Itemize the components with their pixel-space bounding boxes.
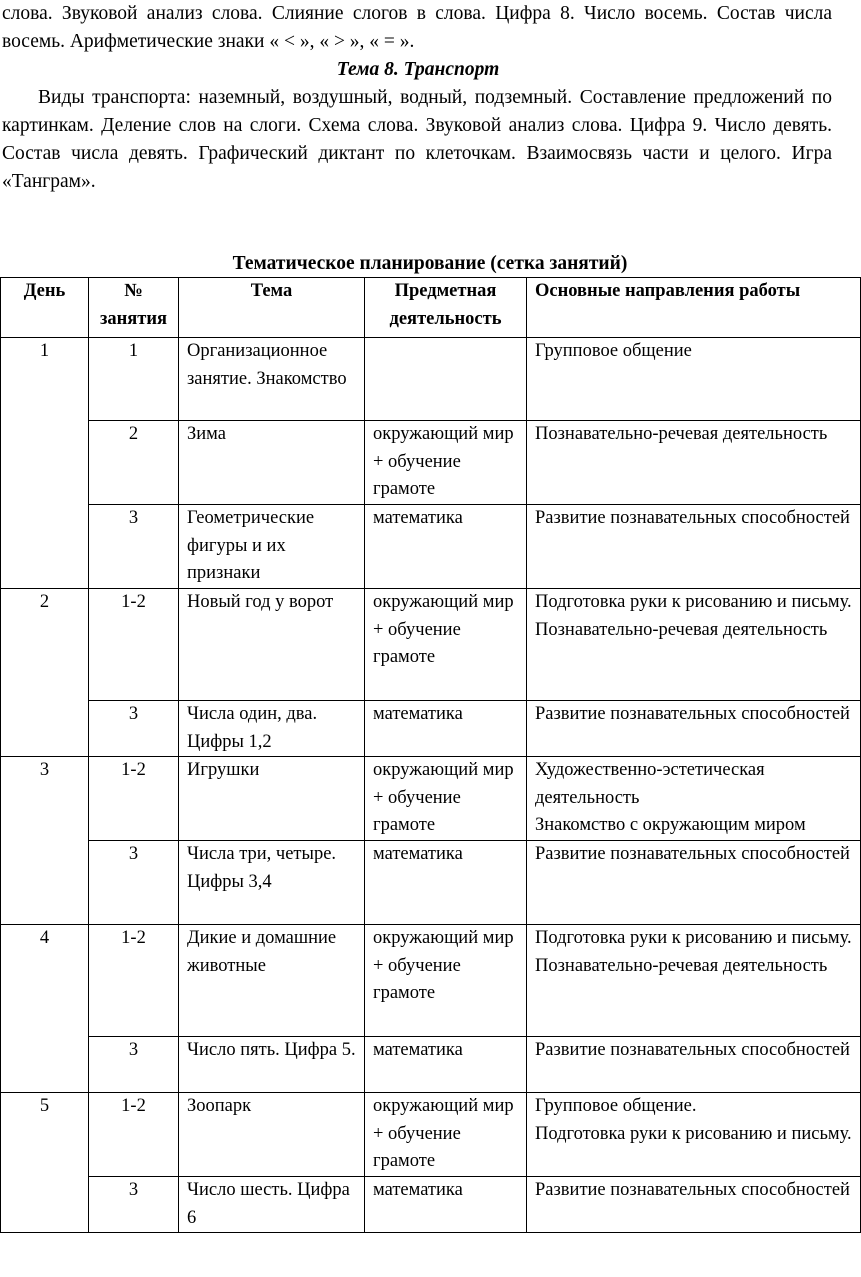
table-row bbox=[1, 589, 861, 701]
directions-cell bbox=[527, 505, 861, 589]
table-row bbox=[1, 1093, 861, 1177]
subject-cell: математика bbox=[365, 1177, 527, 1233]
directions-cell bbox=[527, 701, 861, 757]
theme-cell: Игрушки bbox=[179, 757, 365, 841]
lesson-number-cell: 3 bbox=[89, 505, 179, 589]
direction-line: Художественно-эстетическая деятельность bbox=[535, 760, 765, 808]
table-row bbox=[1, 338, 861, 421]
subject-cell: математика bbox=[365, 505, 527, 589]
header-theme: Тема bbox=[179, 278, 365, 338]
table-title: Тематическое планирование (сетка занятий) bbox=[232, 253, 628, 274]
subject-cell: математика bbox=[365, 841, 527, 925]
theme-cell: Число пять. Цифра 5. bbox=[179, 1037, 365, 1093]
lesson-number-cell: 1-2 bbox=[89, 757, 179, 841]
theme-cell: Новый год у ворот bbox=[179, 589, 365, 701]
direction-line: Познавательно-речевая деятельность bbox=[535, 424, 828, 444]
subject-cell bbox=[365, 338, 527, 421]
theme-cell: Число шесть. Цифра 6 bbox=[179, 1177, 365, 1233]
theme-cell: Числа один, два. Цифры 1,2 bbox=[179, 701, 365, 757]
table-row bbox=[1, 1177, 861, 1233]
header-day: День bbox=[1, 278, 89, 338]
lesson-number-cell: 3 bbox=[89, 1177, 179, 1233]
directions-cell bbox=[527, 1037, 861, 1093]
lesson-number-cell: 1-2 bbox=[89, 1093, 179, 1177]
subject-cell: окружающий мир + обучение грамоте bbox=[365, 1093, 527, 1177]
lesson-number-cell: 1 bbox=[89, 338, 179, 421]
day-cell: 5 bbox=[1, 1093, 89, 1233]
table-row bbox=[1, 421, 861, 505]
directions-cell bbox=[527, 421, 861, 505]
table-row bbox=[1, 757, 861, 841]
subject-cell: окружающий мир + обучение грамоте bbox=[365, 421, 527, 505]
topic-8-heading: Тема 8. Транспорт bbox=[336, 59, 500, 80]
lesson-number-cell: 1-2 bbox=[89, 589, 179, 701]
direction-line: Развитие познавательных способностей bbox=[535, 508, 850, 528]
directions-cell bbox=[527, 338, 861, 421]
table-header-row bbox=[1, 278, 861, 338]
theme-cell: Зоопарк bbox=[179, 1093, 365, 1177]
direction-line: Подготовка руки к рисованию и письму. bbox=[535, 592, 852, 612]
directions-cell bbox=[527, 925, 861, 1037]
direction-line: Групповое общение. bbox=[535, 1096, 697, 1116]
header-lesson-no: № занятия bbox=[89, 278, 179, 338]
theme-cell: Геометрические фигуры и их признаки bbox=[179, 505, 365, 589]
day-cell: 2 bbox=[1, 589, 89, 757]
day-cell: 4 bbox=[1, 925, 89, 1093]
table-row bbox=[1, 701, 861, 757]
table-body bbox=[1, 338, 861, 1233]
theme-cell: Организационное занятие. Знакомство bbox=[179, 338, 365, 421]
lesson-schedule-table bbox=[0, 277, 861, 1233]
direction-line: Знакомство с окружающим миром bbox=[535, 815, 806, 835]
direction-line: Развитие познавательных способностей bbox=[535, 844, 850, 864]
theme-cell: Зима bbox=[179, 421, 365, 505]
subject-cell: математика bbox=[365, 1037, 527, 1093]
lesson-number-cell: 1-2 bbox=[89, 925, 179, 1037]
direction-line: Познавательно-речевая деятельность bbox=[535, 619, 828, 640]
direction-line: Подготовка руки к рисованию и письму. bbox=[535, 1123, 852, 1144]
theme-cell: Числа три, четыре. Цифры 3,4 bbox=[179, 841, 365, 925]
table-row bbox=[1, 1037, 861, 1093]
subject-cell: окружающий мир + обучение грамоте bbox=[365, 589, 527, 701]
directions-cell bbox=[527, 757, 861, 841]
subject-cell: окружающий мир + обучение грамоте bbox=[365, 925, 527, 1037]
lesson-number-cell: 3 bbox=[89, 1037, 179, 1093]
lesson-number-cell: 3 bbox=[89, 701, 179, 757]
day-cell: 1 bbox=[1, 338, 89, 589]
intro-paragraph: слова. Звуковой анализ слова. Слияние слогов в слова. Цифра 8. Число восемь. Состав числа восемь. Арифметические знаки « < », « > », « = ». bbox=[2, 3, 832, 52]
lesson-number-cell: 2 bbox=[89, 421, 179, 505]
direction-line: Познавательно-речевая деятельность bbox=[535, 955, 828, 976]
direction-line: Подготовка руки к рисованию и письму. bbox=[535, 928, 852, 948]
direction-line: Развитие познавательных способностей bbox=[535, 1040, 850, 1060]
direction-line: Развитие познавательных способностей bbox=[535, 704, 850, 724]
table-row bbox=[1, 925, 861, 1037]
subject-cell: математика bbox=[365, 701, 527, 757]
topic-8-paragraph: Виды транспорта: наземный, воздушный, водный, подземный. Составление предложений по картинкам. Деление слов на слоги. Схема слова. Звуковой анализ слова. Цифра 9. Число девять. Состав числа девять. Графический диктант по клеточкам. Взаимосвязь части и целого. Игра «Танграм». bbox=[2, 87, 832, 192]
directions-cell bbox=[527, 589, 861, 701]
lesson-number-cell: 3 bbox=[89, 841, 179, 925]
directions-cell bbox=[527, 1177, 861, 1233]
subject-cell: окружающий мир + обучение грамоте bbox=[365, 757, 527, 841]
table-row bbox=[1, 841, 861, 925]
directions-cell bbox=[527, 1093, 861, 1177]
header-subject: Предметная деятельность bbox=[365, 278, 527, 338]
theme-cell: Дикие и домашние животные bbox=[179, 925, 365, 1037]
table-row bbox=[1, 505, 861, 589]
header-directions: Основные направления работы bbox=[527, 278, 861, 338]
direction-line: Групповое общение bbox=[535, 341, 692, 361]
day-cell: 3 bbox=[1, 757, 89, 925]
direction-line: Развитие познавательных способностей bbox=[535, 1180, 850, 1200]
directions-cell bbox=[527, 841, 861, 925]
